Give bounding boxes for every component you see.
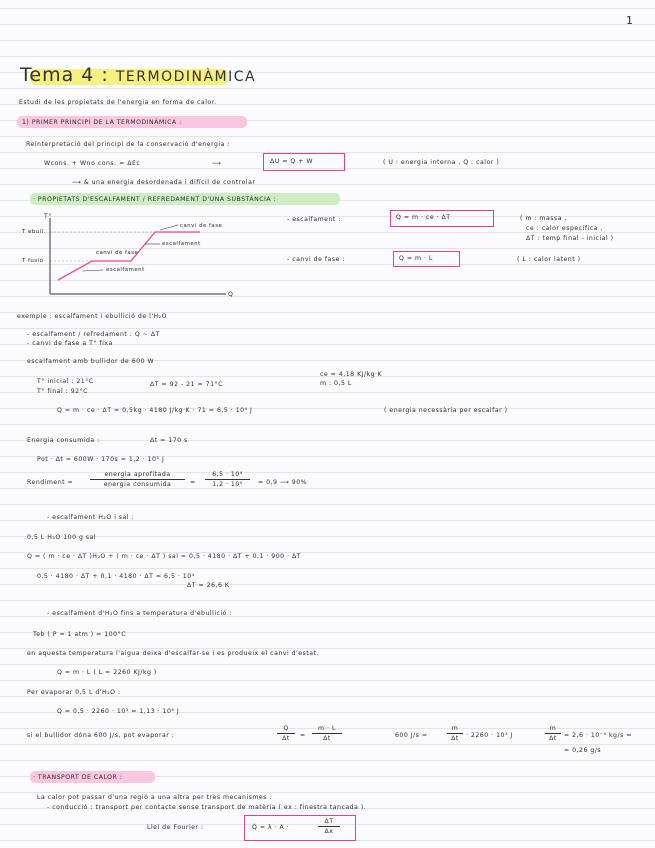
evaporar-equation: Q = 0,5 · 2260 · 10³ = 1,13 · 10⁶ J bbox=[57, 708, 180, 715]
first-law-legend: ( U : energia interna , Q : calor ) bbox=[383, 159, 500, 166]
fourier-equation: Q̇ = λ · A · bbox=[252, 824, 290, 831]
q-note: ( energia necessària per escalfar ) bbox=[384, 407, 508, 414]
rate-result-2: = 0,26 g/s bbox=[564, 747, 602, 754]
t-final: T° final : 92°C bbox=[37, 388, 88, 395]
arrow-escalf-low bbox=[82, 270, 103, 271]
evaporar-line: Per evaporar 0,5 L d'H₂O : bbox=[27, 689, 121, 696]
graph-x-label: Q bbox=[228, 291, 234, 298]
rate-equals: = bbox=[300, 732, 306, 739]
q-calculation: Q = m · ce · ΔT = 0,5kg · 4180 J/kg·K · 71 = 6,5 · 10⁴ J bbox=[57, 407, 253, 414]
ebullicio-note: en aquesta temperatura l'aigua deixa d'escalfar-se i es produeix el canvi d'estat. bbox=[27, 650, 319, 657]
rendiment-result: = 0,9 ⟶ 90% bbox=[258, 479, 308, 486]
work-equation: Wcons. + Wno cons. = ΔEc bbox=[44, 160, 141, 167]
rate-fraction-1: Q Δt bbox=[277, 724, 295, 743]
energia-consumida: Energia consumida : bbox=[27, 437, 100, 444]
graph-y-label: T° bbox=[44, 213, 52, 220]
arrow-canvi-top bbox=[160, 225, 178, 230]
graph-escalfament-low: escalfament bbox=[106, 267, 145, 273]
sal-result: ΔT = 26,6 K bbox=[187, 582, 230, 589]
example-title: exemple : escalfament i ebullició de l'H₂O bbox=[17, 313, 168, 320]
page-title: Tema 4 : TERMODINÀMICA bbox=[20, 64, 257, 86]
ebullicio-equation: Q = m · L ( L = 2260 KJ/kg ) bbox=[57, 669, 157, 676]
teb-line: Teb ( P = 1 atm ) = 100°C bbox=[33, 631, 127, 638]
escalfament-label: - escalfament : bbox=[287, 216, 341, 223]
energy-note: ⟶ & una energia desordenada i difícil de controlar bbox=[72, 179, 256, 186]
phase-legend: ( L : calor latent ) bbox=[517, 256, 581, 263]
example-line-2: - canvi de fase a T° fixa bbox=[27, 340, 113, 347]
rate-text: si el bullidor dóna 600 J/s, pot evaporar : bbox=[27, 732, 175, 739]
reinterpretacio-text: Reinterpretació del principi de la conservació d'energia : bbox=[26, 141, 231, 148]
ce-value: ce = 4,18 KJ/kg·K bbox=[320, 371, 383, 378]
graph-escalfament-top: escalfament bbox=[162, 241, 201, 247]
t-inicial: T° inicial : 21°C bbox=[37, 378, 94, 385]
propietats-heading: · PROPIETATS D'ESCALFAMENT / REFREDAMENT D'UNA SUBSTÀNCIA : bbox=[33, 196, 277, 203]
rate-600: 600 J/s = bbox=[395, 732, 428, 739]
conduccio-line: - conducció : transport per contacte sense transport de matèria ( ex : finestra tancada ). bbox=[47, 804, 367, 811]
transport-intro: La calor pot passar d'una regió a una altra per tres mecanismes : bbox=[37, 794, 273, 801]
first-law-equation: ΔU = Q + W bbox=[270, 158, 313, 165]
heat-legend-2: ce : calor específica , bbox=[526, 225, 603, 232]
heat-legend-1: ( m : massa , bbox=[520, 215, 567, 222]
equals-sign: = bbox=[190, 479, 196, 486]
canvi-fase-label: - canvi de fase : bbox=[287, 256, 345, 263]
sal-title: - escalfament H₂O i sal : bbox=[47, 514, 135, 521]
rendiment-label: Rendiment = bbox=[27, 479, 74, 486]
example-line-1: - escalfament / refredament : Q ~ ΔT bbox=[27, 331, 160, 338]
graph-canvi-fase-top: canvi de fase bbox=[180, 223, 223, 229]
rate-fraction-4: m Δt bbox=[545, 724, 561, 743]
rendiment-fraction-1: energia aprofitada energia consumida bbox=[90, 470, 185, 489]
rate-fraction-2: m · L Δt bbox=[312, 724, 342, 743]
ebullicio-title: - escalfament d'H₂O fins a temperatura d'ebullició : bbox=[47, 610, 233, 617]
transport-heading: · TRANSPORT DE CALOR : bbox=[33, 774, 123, 781]
arrow: ⟶ bbox=[212, 160, 222, 167]
graph-t-fusio: T fusió bbox=[22, 258, 44, 264]
rate-result: = 2,6 · 10⁻⁴ kg/s = bbox=[564, 732, 632, 739]
page-number: 1 bbox=[626, 14, 633, 27]
bullidor-line: escalfament amb bullidor de 600 W bbox=[27, 358, 155, 365]
m-value: m : 0,5 L bbox=[320, 380, 352, 387]
graph-t-ebull: T ebull. bbox=[22, 229, 46, 235]
delta-t-seconds: Δt = 170 s bbox=[150, 437, 188, 444]
phase-equation: Q = m · L bbox=[399, 255, 433, 262]
sal-equation: Q = ( m · ce · ΔT )H₂O + ( m · ce · ΔT ) sal = 0,5 · 4180 · ΔT + 0,1 · 900 · ΔT bbox=[27, 553, 302, 560]
rate-fraction-3: m Δt bbox=[447, 724, 463, 743]
intro-text: Estudi de les propietats de l'energia en forma de calor. bbox=[19, 99, 217, 106]
delta-t: ΔT = 92 - 21 = 71°C bbox=[150, 381, 223, 388]
heat-legend-3: ΔT : temp final - inicial ) bbox=[526, 235, 614, 242]
fourier-fraction: ΔT Δx bbox=[318, 817, 340, 836]
sal-equation-2: 0,5 · 4180 · ΔT + 0,1 · 4180 · ΔT = 6,5 · 10⁴ bbox=[37, 573, 195, 580]
rendiment-fraction-2: 6,5 · 10⁴ 1,2 · 10⁵ bbox=[205, 470, 250, 489]
rate-tail: · 2260 · 10³ J bbox=[466, 732, 513, 739]
sal-quantities: 0,5 L H₂O 100 g sal bbox=[27, 534, 97, 541]
heat-equation: Q = m · ce · ΔT bbox=[396, 214, 451, 221]
graph-canvi-fase-low: canvi de fase bbox=[96, 250, 139, 256]
power-calculation: Pot · Δt = 600W · 170s = 1,2 · 10⁵ J bbox=[37, 456, 165, 463]
section1-heading: 1) PRIMER PRINCIPI DE LA TERMODINÀMICA : bbox=[22, 119, 182, 126]
fourier-label: Llei de Fourier : bbox=[147, 824, 204, 831]
